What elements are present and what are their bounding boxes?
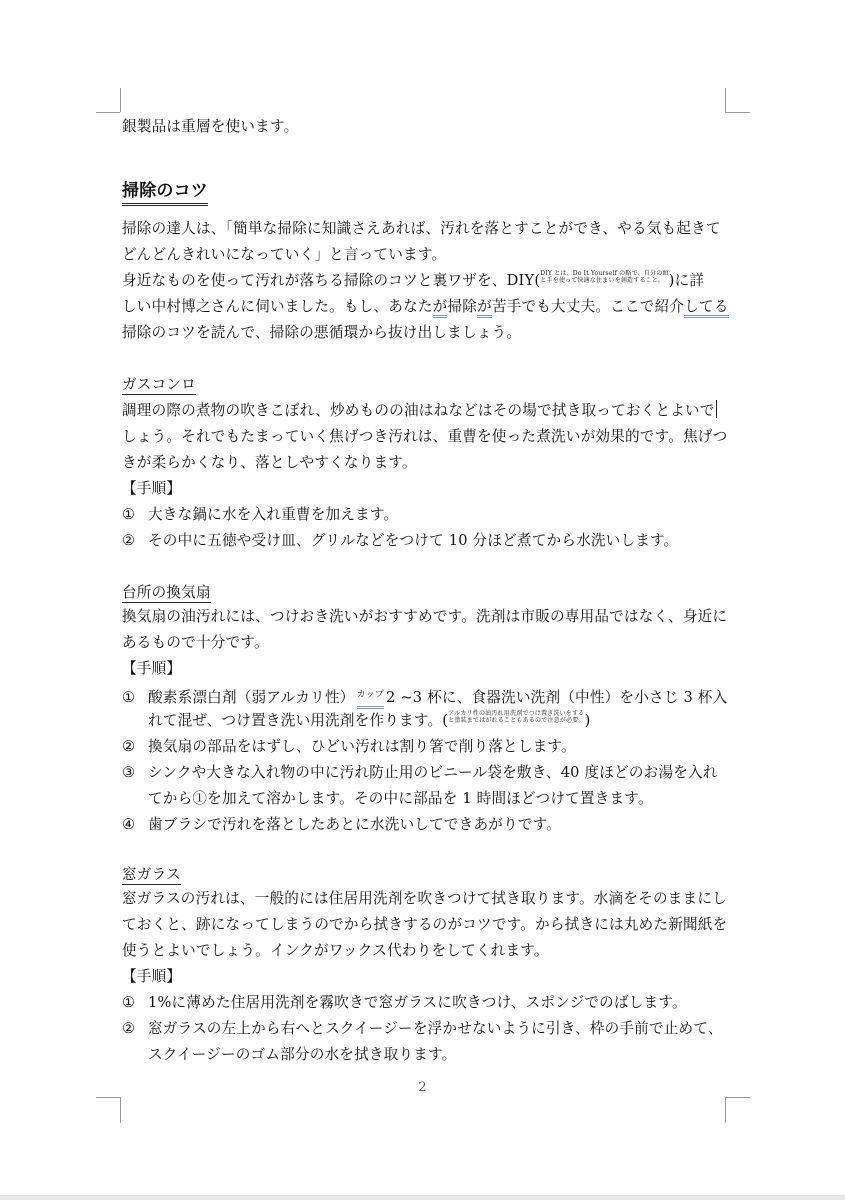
list-number: ③ xyxy=(122,764,136,781)
paren-open: ( xyxy=(534,272,541,289)
paren-close: ) xyxy=(584,712,591,729)
heading-text: 掃除のコツ xyxy=(122,181,208,206)
paragraph-line xyxy=(122,270,704,292)
text-run: 身近なものを使って汚れが落ちる掃除のコツと裏ワザを、DIY xyxy=(122,272,535,289)
text-run: に詳 xyxy=(674,272,705,289)
heading-text: 台所の換気扇 xyxy=(122,584,211,601)
steps-label: 【手順】 xyxy=(122,480,182,497)
list-number: ① xyxy=(122,689,136,706)
note-line: と塗装まではがれることもあるので注意が必要。 xyxy=(448,717,585,724)
crop-mark-bottom-right xyxy=(725,1097,726,1123)
crop-mark-top-right xyxy=(725,88,726,112)
steps-label: 【手順】 xyxy=(122,968,182,985)
text-run: しい中村博之さんに伺いました。もし、あなた xyxy=(122,298,433,315)
paragraph-line: あるもので十分です。 xyxy=(122,634,269,651)
section-heading-window xyxy=(122,864,181,886)
inline-note xyxy=(540,270,668,284)
list-item xyxy=(122,814,561,836)
paragraph-line: きが柔らかくなり、落としやすくなります。 xyxy=(122,454,417,471)
list-number: ② xyxy=(122,738,136,755)
grammar-flag[interactable]: が xyxy=(477,298,492,318)
list-text: 換気扇の部品をはずし、ひどい汚れは割り箸で削り落とします。 xyxy=(148,738,576,755)
paragraph-line: 窓ガラスの汚れは、一般的には住居用洗剤を吹きつけて拭き取ります。水滴をそのままにし xyxy=(122,890,727,907)
list-number: ② xyxy=(122,1020,136,1037)
list-item xyxy=(122,684,727,709)
grammar-flag[interactable]: が xyxy=(433,298,448,318)
paragraph-line: 掃除の達人は、「簡単な掃除に知識さえあれば、汚れを落とすことができ、やる気も起きて xyxy=(122,220,721,237)
list-item xyxy=(122,504,398,526)
list-item xyxy=(122,1018,723,1040)
list-item-continuation: スクイージーのゴム部分の水を拭き取ります。 xyxy=(148,1046,457,1063)
paragraph-line: ておくと、跡になってしまうのでから拭きするのがコツです。から拭きには丸めた新聞紙を xyxy=(122,916,728,933)
list-text: 2 ~3 杯に、食器洗い洗剤（中性）を小さじ 3 杯入 xyxy=(386,689,728,706)
list-item xyxy=(122,992,687,1014)
section-heading-kitchen-fan xyxy=(122,582,211,604)
list-item xyxy=(122,762,718,784)
list-text: 大きな鍋に水を入れ重曹を加えます。 xyxy=(148,506,399,523)
list-text: その中に五徳や受け皿、グリルなどをつけて 10 分ほど煮てから水洗いします。 xyxy=(148,532,679,549)
list-item-continuation xyxy=(148,710,591,732)
page-gap xyxy=(0,1195,845,1200)
crop-mark-top-left xyxy=(120,88,121,112)
paragraph-line: 換気扇の油汚れには、つけおき洗いがおすすめです。洗剤は市販の専用品ではなく、身近に xyxy=(122,608,728,625)
crop-mark-top-left xyxy=(96,112,120,113)
list-number: ① xyxy=(122,994,136,1011)
paragraph-line xyxy=(122,296,729,318)
text-cursor xyxy=(716,400,717,418)
list-text: シンクや大きな入れ物の中に汚れ防止用のビニール袋を敷き、40 度ほどのお湯を入れ xyxy=(148,764,718,781)
section-heading-gas-stove xyxy=(122,374,196,396)
crop-mark-top-right xyxy=(725,112,750,113)
crop-mark-bottom-right xyxy=(725,1097,750,1098)
text-run: 調理の際の煮物の吹きこぼれ、炒めものの油はねなどはその場で拭き取っておくとよいで xyxy=(122,402,715,419)
list-text: 窓ガラスの左上から右へとスクイージーを浮かせないように引き、枠の手前で止めて、 xyxy=(148,1020,723,1037)
paragraph-line: しょう。それでもたまっていく焦げつき汚れは、重曹を使った煮洗いが効果的です。焦げつ xyxy=(122,428,728,445)
paragraph-line: どんどんきれいになっていく」と言っています。 xyxy=(122,246,447,263)
list-number: ② xyxy=(122,532,136,549)
list-text: れて混ぜ、つけ置き洗い用洗剤を作ります。 xyxy=(148,712,443,729)
list-number: ① xyxy=(122,506,136,523)
section-heading-cleaning-tips xyxy=(122,180,208,203)
note-line: DIY とは、Do It Yourself の略で、自分の頭 xyxy=(540,270,669,277)
steps-label: 【手順】 xyxy=(122,660,182,677)
page-number: 2 xyxy=(418,1080,427,1095)
inline-note xyxy=(448,710,584,724)
list-item-continuation: てから①を加えて溶かします。その中に部品を 1 時間ほどつけて置きます。 xyxy=(148,790,653,807)
note-line: と手を使って快適な住まいを創造すること。 xyxy=(540,277,665,284)
note-line: アルカリ性の油汚れ用洗剤でつけ置き洗いをする xyxy=(448,710,585,717)
list-item xyxy=(122,736,576,758)
ruby-annotation[interactable]: カップ xyxy=(357,684,385,709)
list-text: 1%に薄めた住居用洗剤を霧吹きで窓ガラスに吹きつけ、スポンジでのばします。 xyxy=(148,994,687,1011)
list-number: ④ xyxy=(122,816,136,833)
text-run: 苦手でも大丈夫。ここで紹介 xyxy=(491,298,685,315)
paren-open: ( xyxy=(442,712,449,729)
text-run: 掃除 xyxy=(447,298,478,315)
intro-line: 銀製品は重層を使います。 xyxy=(122,118,299,135)
paragraph-line: 掃除のコツを読んで、掃除の悪循環から抜け出しましょう。 xyxy=(122,324,522,341)
paragraph-line: 使うとよいでしょう。インクがワックス代わりをしてくれます。 xyxy=(122,942,549,959)
heading-text: ガスコンロ xyxy=(122,376,196,393)
crop-mark-bottom-left xyxy=(96,1097,120,1098)
heading-text: 窓ガラス xyxy=(122,866,181,883)
paragraph-line xyxy=(122,400,717,422)
list-item xyxy=(122,530,678,552)
paren-close: ) xyxy=(668,272,675,289)
crop-mark-bottom-left xyxy=(120,1097,121,1123)
grammar-flag[interactable]: してる xyxy=(684,298,728,318)
list-text: 酸素系漂白剤（弱アルカリ性） xyxy=(148,689,355,706)
list-text: 歯ブラシで汚れを落としたあとに水洗いしてできあがりです。 xyxy=(148,816,562,833)
